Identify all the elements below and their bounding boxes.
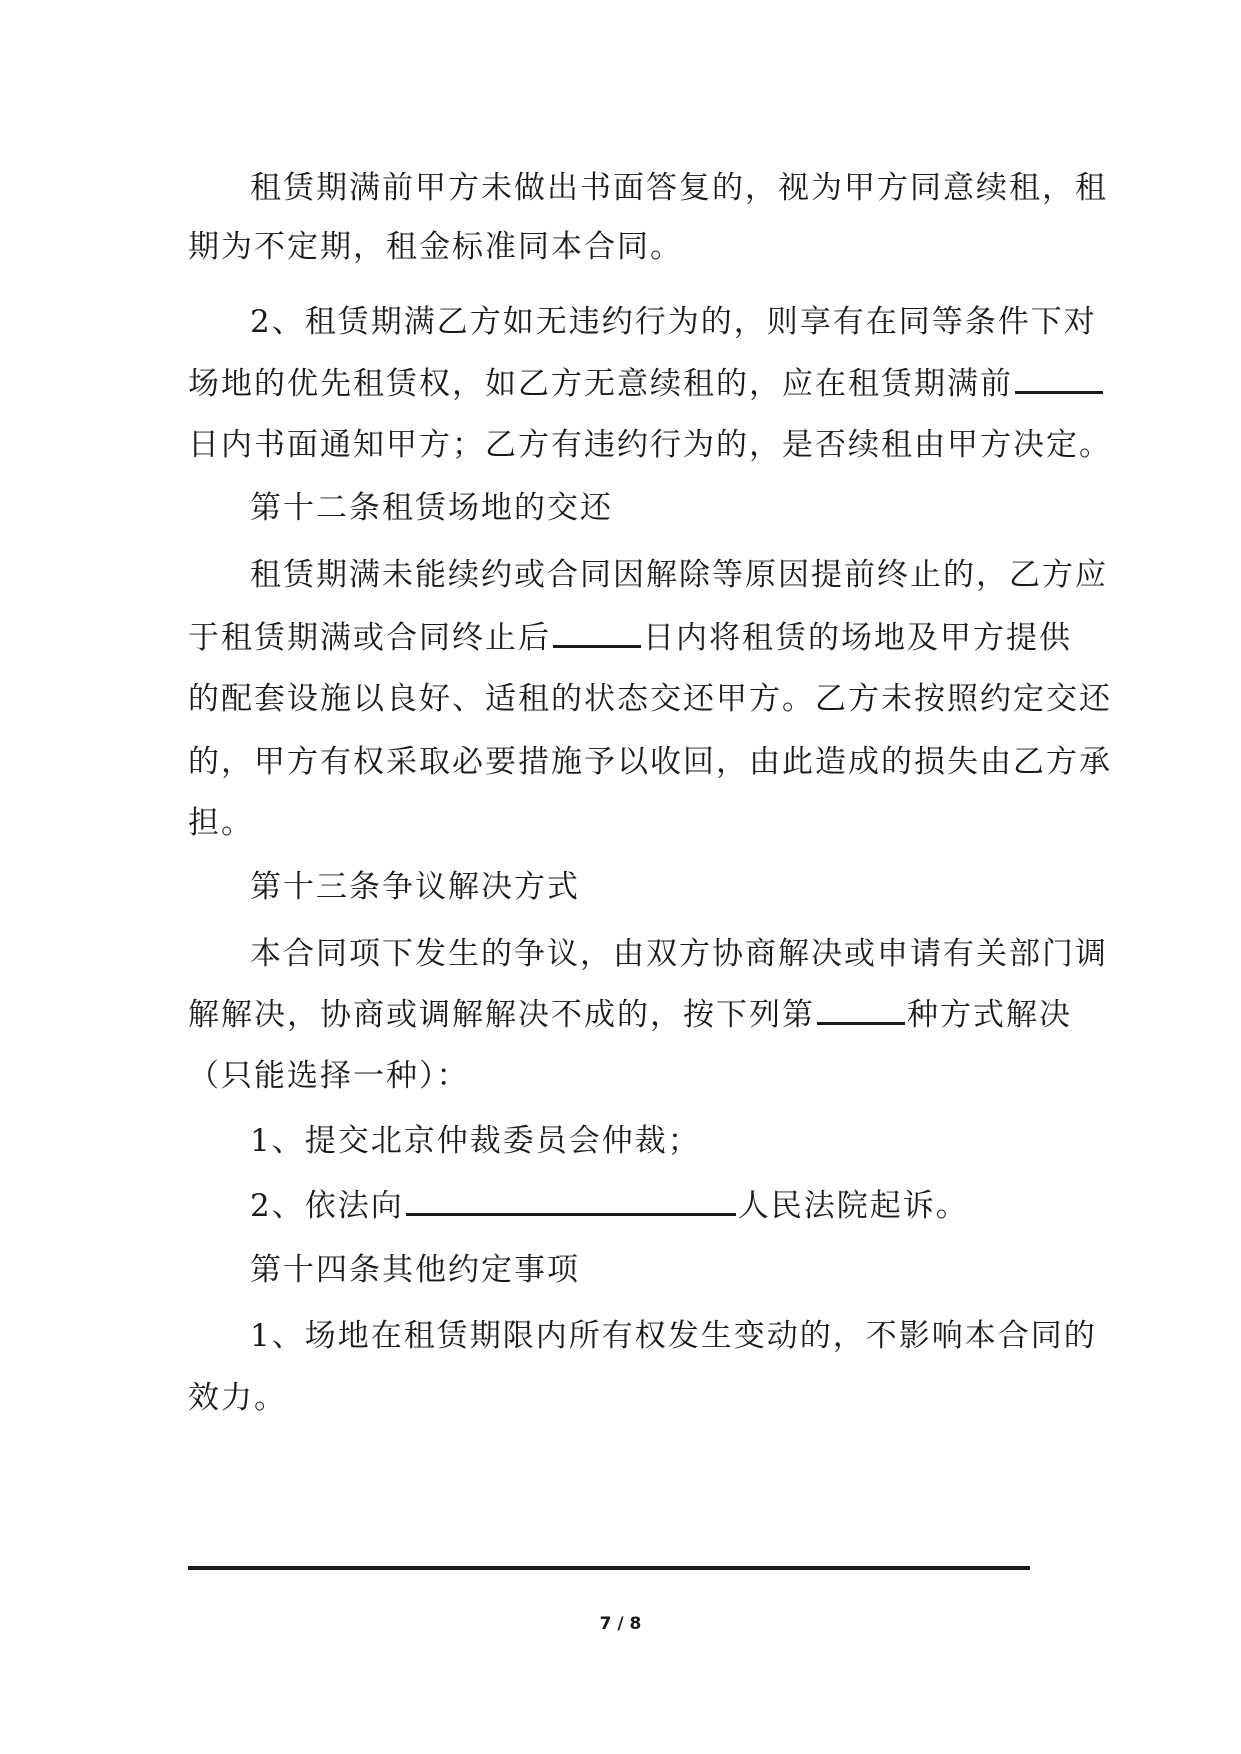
paragraph-line <box>188 679 1112 719</box>
text: 本合同项下发生的争议，由双方协商解决或申请有关部门调 <box>250 936 1108 972</box>
section-heading <box>250 867 580 907</box>
text: 日内将租赁的场地及甲方提供 <box>643 620 1072 656</box>
paragraph-line <box>188 995 1072 1035</box>
text: 2、租赁期满乙方如无违约行为的，则享有在同等条件下对 <box>250 304 1097 340</box>
list-item <box>250 1186 969 1226</box>
text: 1、场地在租赁期限内所有权发生变动的，不影响本合同的 <box>250 1318 1097 1354</box>
text: 的配套设施以良好、适租的状态交还甲方。乙方未按照约定交还 <box>188 681 1112 717</box>
heading-text: 第十二条租赁场地的交还 <box>250 490 613 526</box>
text: 人民法院起诉。 <box>737 1188 969 1224</box>
paragraph-line <box>188 1378 287 1418</box>
paragraph-line <box>250 1316 1097 1356</box>
paragraph-line <box>188 803 254 843</box>
heading-text: 第十三条争议解决方式 <box>250 869 580 905</box>
section-heading <box>250 488 613 528</box>
section-heading <box>250 1250 580 1290</box>
text: 期为不定期，租金标准同本合同。 <box>188 229 683 265</box>
text: 租赁期满未能续约或合同因解除等原因提前终止的，乙方应 <box>250 557 1108 593</box>
text: 日内书面通知甲方；乙方有违约行为的，是否续租由甲方决定。 <box>188 427 1112 463</box>
paragraph-line <box>188 618 1072 658</box>
text: 担。 <box>188 805 254 841</box>
fill-in-blank <box>817 996 905 1025</box>
text: 解解决，协商或调解解决不成的，按下列第 <box>188 997 815 1033</box>
page-number: 7 / 8 <box>599 1614 642 1634</box>
paragraph-line <box>250 168 1108 208</box>
text: 租赁期满前甲方未做出书面答复的，视为甲方同意续租，租 <box>250 170 1108 206</box>
paragraph-line <box>188 364 1105 404</box>
text: 于租赁期满或合同终止后 <box>188 620 551 656</box>
text: 种方式解决 <box>907 997 1072 1033</box>
paragraph-line <box>188 742 1112 782</box>
text: 1、提交北京仲裁委员会仲裁； <box>250 1123 701 1159</box>
paragraph-line <box>188 1056 470 1096</box>
paragraph-line <box>188 227 683 267</box>
paragraph-line <box>250 934 1108 974</box>
text: 2、依法向 <box>250 1188 404 1224</box>
fill-in-blank <box>1015 365 1103 394</box>
paragraph-line <box>250 302 1097 342</box>
fill-in-blank <box>553 619 641 648</box>
paragraph-line <box>188 425 1112 465</box>
text: 效力。 <box>188 1380 287 1416</box>
heading-text: 第十四条其他约定事项 <box>250 1252 580 1288</box>
paragraph-line <box>250 555 1108 595</box>
text: 的，甲方有权采取必要措施予以收回，由此造成的损失由乙方承 <box>188 744 1112 780</box>
text: 场地的优先租赁权，如乙方无意续租的，应在租赁期满前 <box>188 366 1013 402</box>
list-item <box>250 1121 701 1161</box>
text: （只能选择一种）： <box>188 1058 470 1094</box>
fill-in-blank <box>406 1187 736 1216</box>
footer-rule <box>188 1566 1030 1570</box>
